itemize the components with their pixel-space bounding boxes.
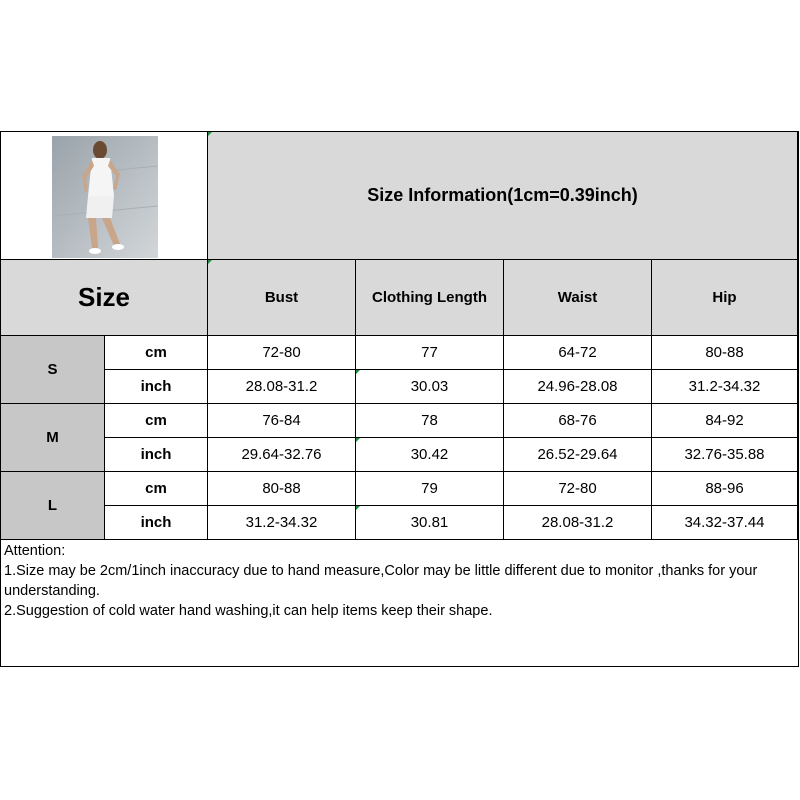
size-header: Size [1, 260, 208, 336]
table-cell: 26.52-29.64 [504, 438, 652, 472]
attention-heading: Attention: [4, 543, 66, 559]
cell-marker [356, 438, 360, 442]
table-cell: 84-92 [652, 404, 798, 438]
chart-title: Size Information(1cm=0.39inch) [208, 132, 798, 260]
cell-marker [208, 260, 212, 264]
table-cell: 68-76 [504, 404, 652, 438]
table-cell: 88-96 [652, 472, 798, 506]
table-cell: 31.2-34.32 [652, 370, 798, 404]
table-cell: 30.42 [356, 438, 504, 472]
table-cell: 30.03 [356, 370, 504, 404]
table-cell: 30.81 [356, 506, 504, 540]
attention-note-1: 1.Size may be 2cm/1inch inaccuracy due to hand measure,Color may be little different due to monitor ,thanks for your understanding. [4, 563, 758, 599]
attention-note-2: 2.Suggestion of cold water hand washing,it can help items keep their shape. [4, 603, 493, 619]
table-cell: 28.08-31.2 [208, 370, 356, 404]
table-cell: 24.96-28.08 [504, 370, 652, 404]
product-photo [52, 136, 158, 258]
table-cell: 77 [356, 336, 504, 370]
attention-notes [4, 541, 798, 621]
size-label-l: L [1, 472, 105, 540]
table-cell: 28.08-31.2 [504, 506, 652, 540]
table-cell: 72-80 [208, 336, 356, 370]
size-chart [0, 131, 799, 667]
table-cell: 72-80 [504, 472, 652, 506]
table-cell: 34.32-37.44 [652, 506, 798, 540]
table-cell: 80-88 [652, 336, 798, 370]
table-cell: 29.64-32.76 [208, 438, 356, 472]
table-cell: 78 [356, 404, 504, 438]
col-header-bust: Bust [208, 260, 356, 336]
table-cell: 80-88 [208, 472, 356, 506]
unit-label-cm: cm [105, 336, 208, 370]
col-header-hip: Hip [652, 260, 798, 336]
col-header-clothing-length: Clothing Length [356, 260, 504, 336]
unit-label-cm: cm [105, 404, 208, 438]
unit-label-cm: cm [105, 472, 208, 506]
col-header-waist: Waist [504, 260, 652, 336]
table-cell: 64-72 [504, 336, 652, 370]
table-cell: 31.2-34.32 [208, 506, 356, 540]
cell-marker [356, 370, 360, 374]
table-cell: 32.76-35.88 [652, 438, 798, 472]
cell-marker [208, 132, 212, 136]
size-label-s: S [1, 336, 105, 404]
unit-label-inch: inch [105, 506, 208, 540]
table-cell: 79 [356, 472, 504, 506]
size-label-m: M [1, 404, 105, 472]
product-photo-cell [1, 132, 208, 260]
cell-marker [356, 506, 360, 510]
unit-label-inch: inch [105, 370, 208, 404]
unit-label-inch: inch [105, 438, 208, 472]
table-cell: 76-84 [208, 404, 356, 438]
